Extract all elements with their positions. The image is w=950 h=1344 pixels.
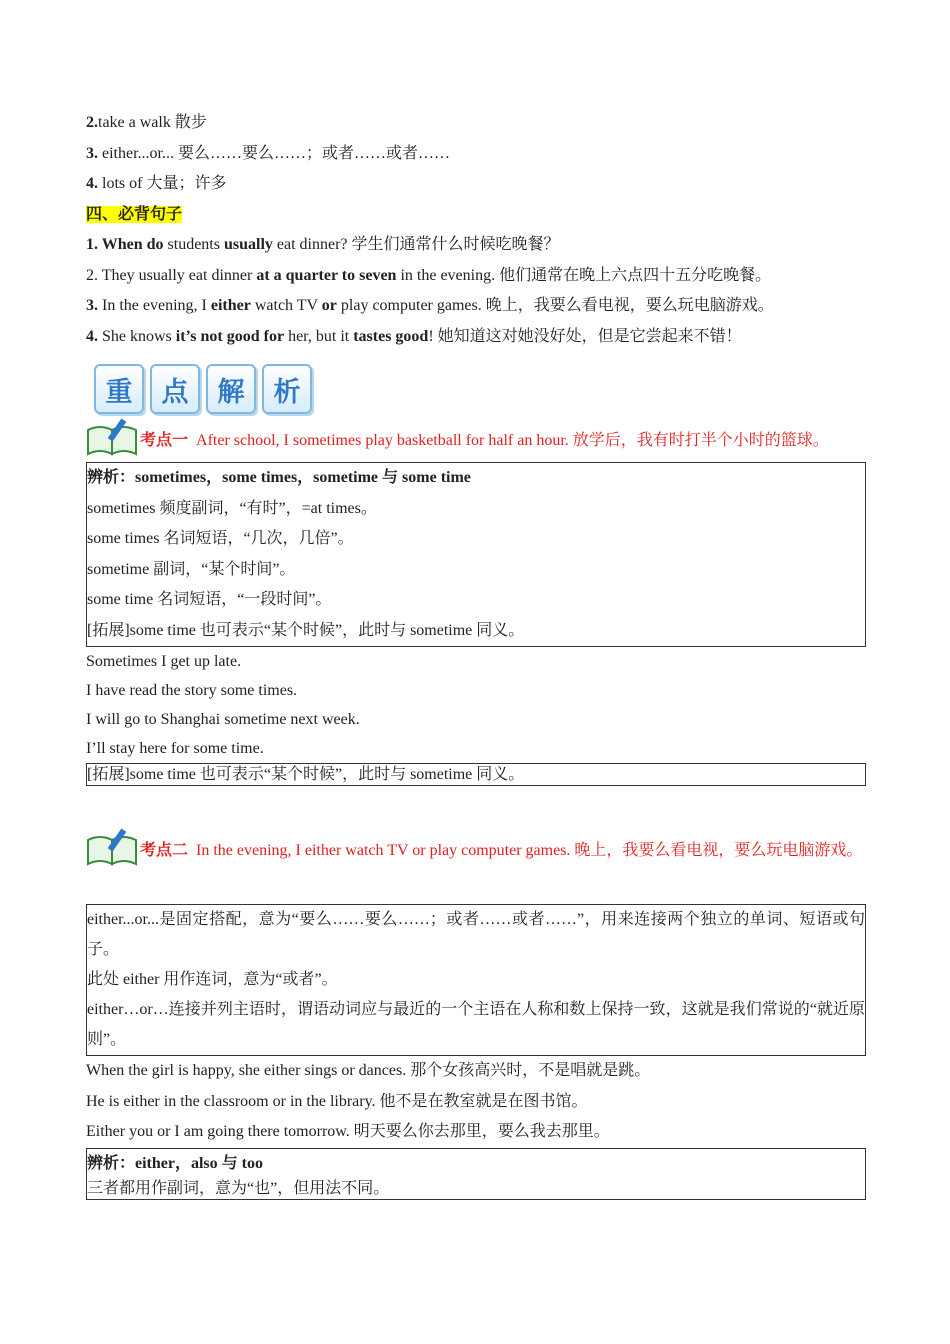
analysis-title: 辨析：either，also 与 too (87, 1154, 263, 1172)
phrase-2: 2.take a walk 散步 (86, 114, 207, 131)
extension-note: [拓展]some time 也可表示“某个时候”，此时与 sometime 同义。 (87, 766, 525, 783)
analysis-line: either…or…连接并列主语时，谓语动词应与最近的一个主语在人称和数上保持一致，这就是我们常说的“就近原则”。 (87, 1001, 865, 1048)
key-point-2-heading: 考点二 In the evening, I either watch TV or play computer games. 晚上，我要么看电视，要么玩电脑游戏。 (86, 824, 866, 866)
example-line: When the girl is happy, she either sings or dances. 那个女孩高兴时，不是唱就是跳。 (86, 1062, 651, 1079)
analysis-line: some time 名词短语，“一段时间”。 (87, 591, 332, 608)
analysis-line: either...or...是固定搭配，意为“要么……要么……；或者……或者……”，用来连接两个独立的单词、短语或句子。 (87, 911, 865, 958)
key-point-1-heading: 考点一 After school, I sometimes play basketball for half an hour. 放学后，我有时打半个小时的篮球。 (86, 414, 866, 456)
example-line: He is either in the classroom or in the library. 他不是在教室就是在图书馆。 (86, 1092, 588, 1110)
document-page (86, 108, 866, 1200)
banner-tile: 重 (94, 364, 144, 414)
sentence-4: 4. She knows it’s not good for her, but it tastes good! 她知道这对她没好处，但是它尝起来不错！ (86, 327, 742, 345)
example-line: I have read the story some times. (86, 682, 298, 699)
analysis-line: 此处 either 用作连词，意为“或者”。 (87, 971, 338, 988)
phrase-3: 3. either...or... 要么……要么……；或者……或者…… (86, 144, 450, 162)
phrase-4: 4. lots of 大量；许多 (86, 175, 227, 192)
analysis-box-2 (86, 904, 866, 1056)
analysis-line: some times 名词短语，“几次，几倍”。 (87, 530, 354, 547)
analysis-title: 辨析：sometimes，some times，sometime 与 some time (87, 469, 471, 486)
key-points-banner (94, 364, 866, 414)
analysis-box-1 (86, 462, 866, 647)
analysis-line: [拓展]some time 也可表示“某个时候”，此时与 sometime 同义。 (87, 621, 525, 639)
example-line: Either you or I am going there tomorrow. 明天要么你去那里，要么我去那里。 (86, 1123, 610, 1140)
sentence-2: 2. They usually eat dinner at a quarter to seven in the evening. 他们通常在晚上六点四十五分吃晚餐。 (86, 266, 772, 284)
book-pencil-icon (86, 826, 138, 866)
analysis-box-3 (86, 1148, 866, 1201)
analysis-line: sometimes 频度副词，“有时”，=at times。 (87, 499, 377, 517)
example-line: I will go to Shanghai sometime next week. (86, 711, 360, 728)
example-line: Sometimes I get up late. (86, 653, 242, 670)
sentence-3: 3. In the evening, I either watch TV or play computer games. 晚上，我要么看电视，要么玩电脑游戏。 (86, 297, 774, 314)
banner-tile: 解 (206, 364, 256, 414)
banner-tile: 析 (262, 364, 312, 414)
book-pencil-icon (86, 416, 138, 456)
analysis-line: sometime 副词，“某个时间”。 (87, 560, 296, 578)
banner-tile: 点 (150, 364, 200, 414)
section-four-heading: 四、必背句子 (86, 205, 183, 223)
extension-note-box (86, 763, 866, 786)
analysis-line: 三者都用作副词，意为“也”，但用法不同。 (87, 1180, 390, 1197)
example-line: I’ll stay here for some time. (86, 740, 264, 757)
sentence-1: 1. When do students usually eat dinner? 学生们通常什么时候吃晚餐？ (86, 236, 560, 253)
